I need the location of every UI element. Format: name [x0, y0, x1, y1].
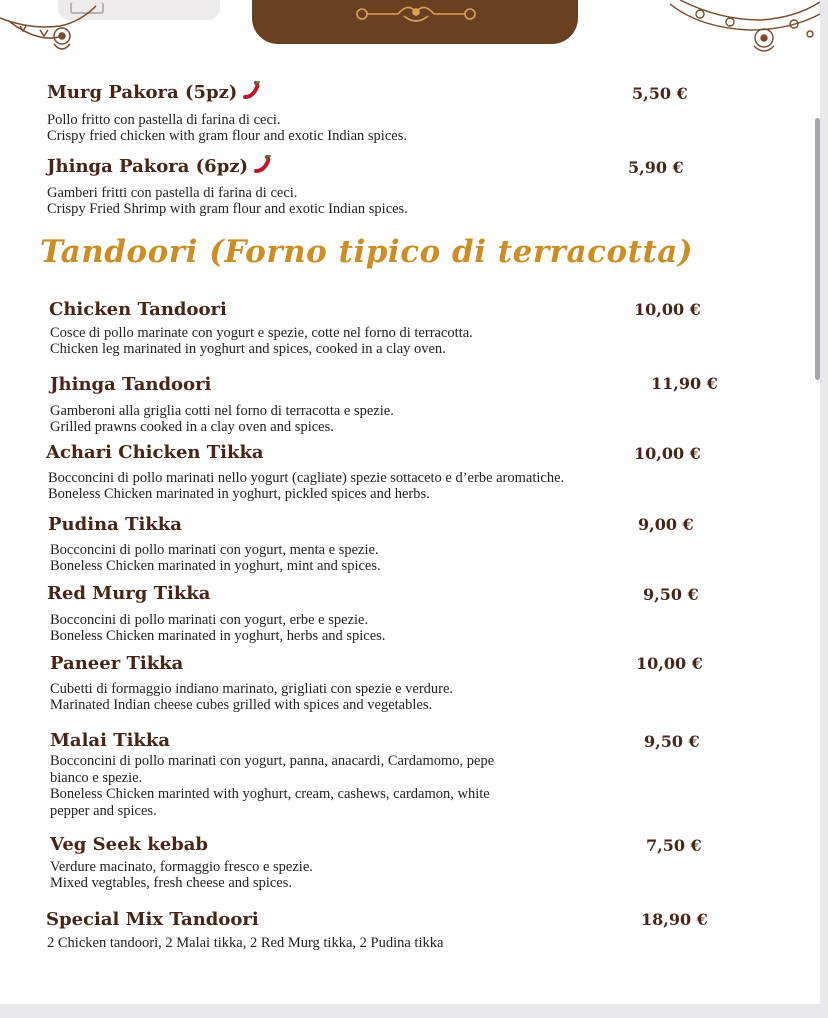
mandala-ornament-right-icon: [660, 0, 820, 56]
item-description-line: Bocconcini di pollo marinati nello yogurt (cagliate) spezie sottaceto e d’erbe aromatiche.: [48, 470, 565, 486]
item-name-text: Jhinga Tandoori: [50, 374, 212, 395]
item-description-line: Bocconcini di pollo marinati con yogurt, menta e spezie.: [50, 542, 379, 558]
item-description-line: Cosce di pollo marinate con yogurt e spezie, cotte nel forno di terracotta.: [50, 325, 473, 341]
item-description-line: Gamberi fritti con pastella di farina di ceci.: [47, 185, 298, 201]
item-description-line: Bocconcini di pollo marinati con yogurt, panna, anacardi, Cardamomo, pepe: [50, 753, 495, 769]
item-name: [46, 908, 259, 932]
item-name-text: Malai Tikka: [50, 730, 171, 751]
item-description-line: 2 Chicken tandoori, 2 Malai tikka, 2 Red Murg tikka, 2 Pudina tikka: [47, 935, 444, 951]
item-description-line: Grilled prawns cooked in a clay oven and spices.: [50, 419, 334, 435]
item-name-text: Veg Seek kebab: [50, 834, 209, 855]
item-price: 9,50 €: [643, 585, 699, 604]
section-title: Tandoori (Forno tipico di terracotta): [40, 234, 694, 270]
item-price: 7,50 €: [646, 836, 702, 855]
item-price: 10,00 €: [634, 444, 701, 463]
item-description-line: Crispy fried chicken with gram flour and exotic Indian spices.: [47, 128, 407, 144]
item-name-text: Pudina Tikka: [48, 514, 182, 535]
item-description-line: Boneless Chicken marinated in yoghurt, herbs and spices.: [50, 628, 386, 644]
item-name-text: Red Murg Tikka: [47, 583, 211, 604]
item-name: [50, 373, 211, 397]
scroll-ornament-icon: [348, 0, 484, 28]
item-name: [50, 652, 183, 676]
item-name: [47, 81, 261, 105]
item-name-text: Murg Pakora (5pz): [47, 82, 238, 103]
item-name: [47, 582, 210, 606]
chili-pepper-icon: [241, 81, 261, 101]
item-description-line: Boneless Chicken marinated in yoghurt, pickled spices and herbs.: [48, 486, 430, 502]
item-price: 5,90 €: [628, 158, 684, 177]
item-description-line: Boneless Chicken marinated in yoghurt, mint and spices.: [50, 558, 381, 574]
mandala-ornament-left-icon: [0, 0, 110, 56]
item-name-text: Special Mix Tandoori: [46, 909, 259, 930]
item-name: [46, 441, 264, 465]
item-name: [47, 155, 272, 179]
item-name-text: Chicken Tandoori: [49, 299, 227, 320]
item-price: 10,00 €: [634, 300, 701, 319]
item-name-text: Paneer Tikka: [50, 653, 184, 674]
item-name: [50, 729, 170, 753]
item-description-line: Crispy Fried Shrimp with gram flour and exotic Indian spices.: [47, 201, 408, 217]
item-description-line: Verdure macinato, formaggio fresco e spezie.: [50, 859, 313, 875]
item-name: [48, 513, 182, 537]
item-price: 9,00 €: [638, 515, 694, 534]
item-name-text: Jhinga Pakora (6pz): [47, 156, 249, 177]
item-description-line: Chicken leg marinated in yoghurt and spices, cooked in a clay oven.: [50, 341, 446, 357]
item-description-line: Bocconcini di pollo marinati con yogurt, erbe e spezie.: [50, 612, 369, 628]
item-price: 9,50 €: [644, 732, 700, 751]
item-price: 18,90 €: [641, 910, 708, 929]
item-description-line: Gamberoni alla griglia cotti nel forno di terracotta e spezie.: [50, 403, 394, 419]
item-description-line: Marinated Indian cheese cubes grilled with spices and vegetables.: [50, 697, 433, 713]
item-description-line: pepper and spices.: [50, 802, 157, 819]
chili-pepper-icon: [252, 155, 272, 175]
item-name: [50, 833, 208, 857]
item-name-text: Achari Chicken Tikka: [46, 442, 264, 463]
item-price: 10,00 €: [636, 654, 703, 673]
header-banner: [252, 0, 578, 44]
item-description-line: Mixed vegtables, fresh cheese and spices.: [50, 875, 292, 891]
item-name: [49, 298, 227, 322]
scrollbar[interactable]: [815, 118, 820, 380]
item-description-line: Cubetti di formaggio indiano marinato, grigliati con spezie e verdure.: [50, 681, 454, 697]
item-price: 5,50 €: [632, 84, 688, 103]
item-description-line: Pollo fritto con pastella di farina di ceci.: [47, 112, 281, 128]
item-description-line: Boneless Chicken marinted with yoghurt, cream, cashews, cardamon, white: [50, 786, 490, 803]
item-description-line: bianco e spezie.: [50, 769, 143, 786]
item-price: 11,90 €: [651, 374, 718, 393]
